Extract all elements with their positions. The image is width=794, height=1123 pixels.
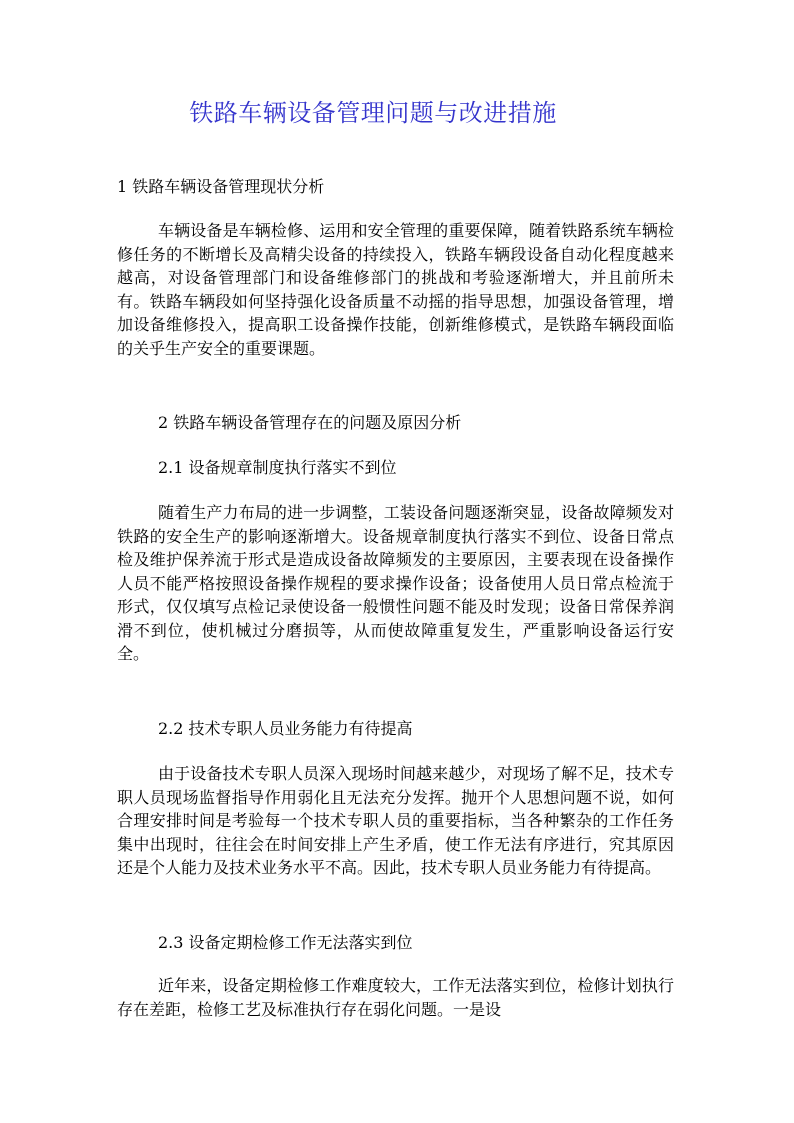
section-heading-2-1: 2.1 设备规章制度执行落实不到位 xyxy=(158,458,397,477)
section-heading-2-3: 2.3 设备定期检修工作无法落实到位 xyxy=(158,933,413,952)
section-paragraph-2-1: 随着生产力布局的进一步调整，工装设备问题逐渐突显，设备故障频发对铁路的安全生产的影响逐渐增大。设备规章制度执行落实不到位、设备日常点检及维护保养流于形式是造成设备故障频发的主要原因，主要表现在设备操作人员不能严格按照设备操作规程的要求操作设备；设备使用人员日常点检流于形式，仅仅填写点检记录使设备一般惯性问题不能及时发现；设备日常保养润滑不到位，使机械过分磨损等，从而使故障重复发生，严重影响设备运行安全。 xyxy=(117,503,674,663)
section-heading-1: 1 铁路车辆设备管理现状分析 xyxy=(117,177,325,196)
section-paragraph-2-3: 近年来，设备定期检修工作难度较大，工作无法落实到位，检修计划执行存在差距，检修工艺及标准执行存在弱化问题。一是设 xyxy=(117,976,674,1019)
section-heading-2: 2 铁路车辆设备管理存在的问题及原因分析 xyxy=(158,413,462,432)
section-paragraph-1: 车辆设备是车辆检修、运用和安全管理的重要保障，随着铁路系统车辆检修任务的不断增长及高精尖设备的持续投入，铁路车辆段设备自动化程度越来越高，对设备管理部门和设备维修部门的挑战和考验逐渐增大，并且前所未有。铁路车辆段如何坚持强化设备质量不动摇的指导思想，加强设备管理，增加设备维修投入，提高职工设备操作技能，创新维修模式，是铁路车辆段面临的关乎生产安全的重要课题。 xyxy=(117,221,674,358)
section-paragraph-2-2: 由于设备技术专职人员深入现场时间越来越少，对现场了解不足，技术专职人员现场监督指导作用弱化且无法充分发挥。抛开个人思想问题不说，如何合理安排时间是考验每一个技术专职人员的重要指标，当各种繁杂的工作任务集中出现时，往往会在时间安排上产生矛盾，使工作无法有序进行，究其原因还是个人能力及技术业务水平不高。因此，技术专职人员业务能力有待提高。 xyxy=(117,764,674,877)
document-title: 铁路车辆设备管理问题与改进措施 xyxy=(189,99,557,127)
section-heading-2-2: 2.2 技术专职人员业务能力有待提高 xyxy=(158,719,413,738)
